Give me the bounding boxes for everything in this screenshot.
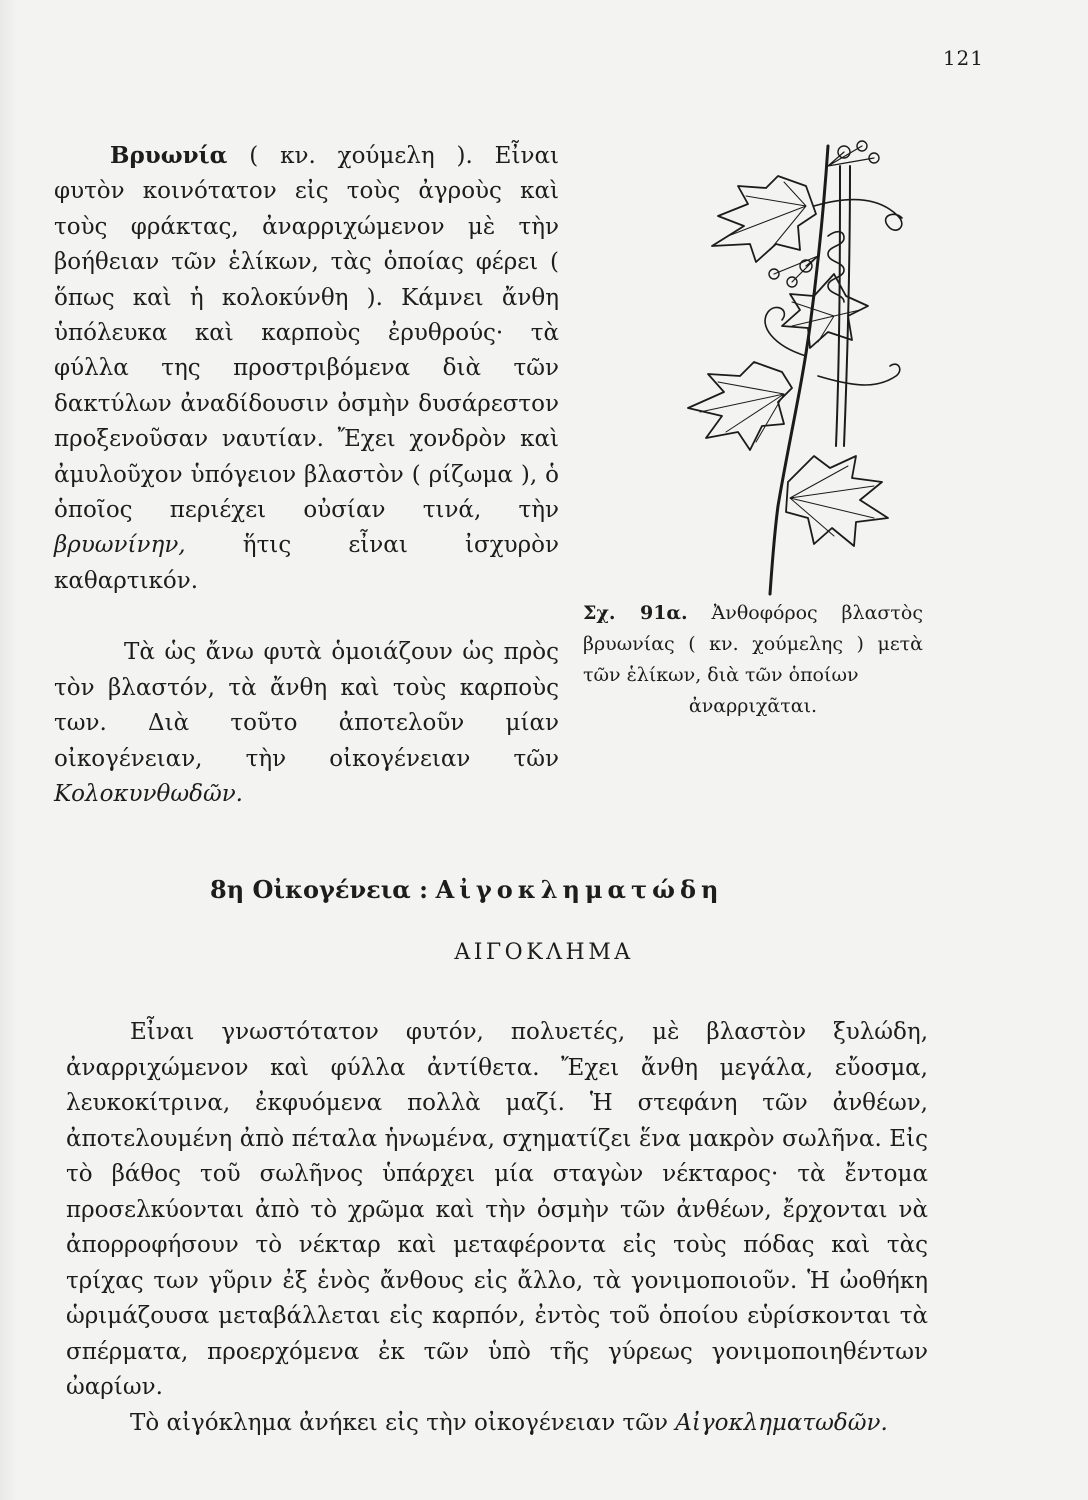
- leaf-middle: [688, 362, 792, 450]
- cucurbit-family-name: Κολοκυνθωδῶν.: [54, 780, 243, 807]
- bryonia-description: [54, 138, 559, 812]
- plant-title: ΑΙΓΟΚΛΗΜΑ: [454, 940, 634, 965]
- honeysuckle-family-name: Αἰγοκληματωδῶν.: [675, 1409, 888, 1436]
- tendril-coil: [828, 232, 844, 302]
- bryonia-paragraph-2: [54, 635, 559, 812]
- honeysuckle-description: [66, 1015, 928, 1441]
- honeysuckle-family-text: Τὸ αἰγόκλημα ἀνήκει εἰς τὴν οἰκογένειαν τῶν: [130, 1409, 668, 1436]
- bryonia-text-end: ἥτις εἶναι ἰσχυρὸν καθαρτικόν.: [54, 532, 559, 594]
- cucurbit-text: Τὰ ὡς ἄνω φυτὰ ὁμοιάζουν ὡς πρὸς τὸν βλαστόν, τὰ ἄνθη καὶ τοὺς καρποὺς των. Διὰ τοῦτο ἀποτελοῦν μίαν οἰκογένειαν, τὴν οἰκογένειαν τῶν: [54, 639, 559, 772]
- bryonia-text: Εἶναι φυτὸν κοινότατον εἰς τοὺς ἀγροὺς καὶ τοὺς φράκτας, ἀναρριχώμενον μὲ τὴν βοήθειαν τῶν ἑλίκων, τὰς ὁποίας φέρει ( ὅπως καὶ ἡ κολοκύνθη ). Κάμνει ἄνθη ὑπόλευκα καὶ καρποὺς ἐρυθρούς· τὰ φύλλα της προστριβόμενα διὰ τῶν δακτύλων ἀναδίδουσιν ὀσμὴν δυσάρεστον προξενοῦσαν ναυτίαν. Ἔχει χονδρὸν καὶ ἀμυλοῦχον ὑπόγειον βλαστὸν ( ρίζωμα ), ὁ ὁποῖος περιέχει οὐσίαν τινά, τὴν: [54, 143, 559, 524]
- bryonia-paragraph-1: [54, 138, 559, 599]
- leaf-top: [712, 176, 816, 262]
- tendril-right: [818, 364, 900, 385]
- bryonia-common-name: ( κν. χούμελη ).: [249, 143, 473, 169]
- support-stem-2: [844, 166, 850, 446]
- family-heading-prefix: 8η Οἰκογένεια :: [210, 875, 428, 904]
- honeysuckle-paragraph-2: [66, 1406, 928, 1442]
- bryonia-illustration: [578, 126, 918, 596]
- page-number: 121: [942, 46, 984, 70]
- figure-caption-end: ἀναρριχᾶται.: [688, 695, 818, 717]
- tendril-mid: [765, 307, 806, 356]
- family-heading: [210, 875, 830, 904]
- figure-caption: [583, 598, 923, 722]
- tendril-top: [814, 199, 902, 230]
- support-stem: [836, 166, 840, 446]
- bryonine-term: βρυωνίνην,: [54, 532, 186, 559]
- honeysuckle-paragraph-1: Εἶναι γνωστότατον φυτόν, πολυετές, μὲ βλαστὸν ξυλώδη, ἀναρριχώμενον καὶ φύλλα ἀντίθετα. Ἔχει ἄνθη μεγάλα, εὔοσμα, λευκοκίτρινα, ἐκφυόμενα πολλὰ μαζί. Ἡ στεφάνη τῶν ἀνθέων, ἀποτελουμένη ἀπὸ πέταλα ἡνωμένα, σχηματίζει ἕνα μακρὸν σωλῆνα. Εἰς τὸ βάθος τοῦ σωλῆνος ὑπάρχει μία σταγὼν νέκταρος· τὰ ἔντομα προσελκύονται ἀπὸ τὸ χρῶμα καὶ τὴν ὀσμὴν τῶν ἀνθέων, ἔρχονται νὰ ἀπορροφήσουν τὸ νέκταρ καὶ μεταφέροντα εἰς τοὺς πόδας καὶ τὰς τρίχας των γῦριν ἐξ ἑνὸς ἄνθους εἰς ἄλλο, τὰ γονιμοποιοῦν. Ἡ ὠοθήκη ὡριμάζουσα μεταβάλλεται εἰς καρπόν, ἐντὸς τοῦ ὁποίου εὑρίσκονται τὰ σπέρματα, προερχόμενα ἐκ τῶν ὑπὸ τῆς γύρεως γονιμοποιηθέντων ὠαρίων.: [66, 1019, 928, 1400]
- family-heading-name: Αἰγοκληματώδη: [435, 875, 724, 904]
- figure-label: Σχ. 91α.: [583, 602, 688, 624]
- bryonia-name: Βρυωνία: [110, 142, 228, 169]
- figure-caption-text: Ἀνθοφόρος βλαστὸς βρυωνίας ( κν. χούμελης ) μετὰ τῶν ἑλίκων, διὰ τῶν ὁποίων: [583, 602, 923, 686]
